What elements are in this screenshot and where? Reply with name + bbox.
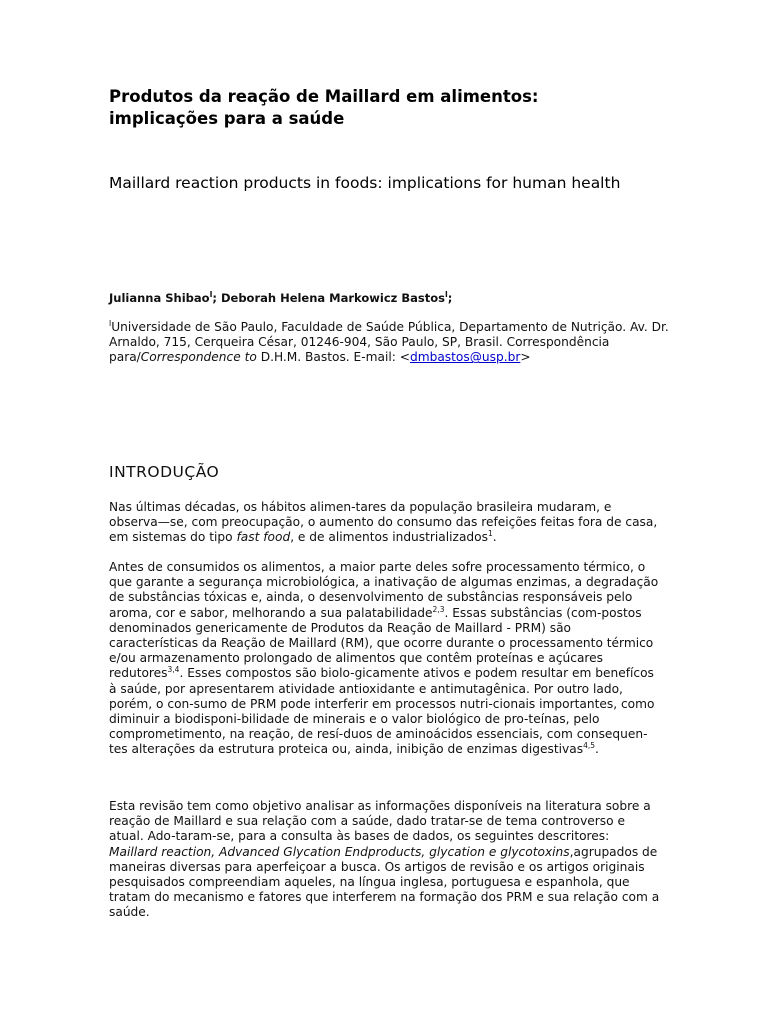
citation-ref: 1 [487,529,493,539]
paragraph-text: . Essas substâncias (com-postos denominados genericamente de Produtos da Reação de Maillard - PRM) são características da Reação de Maillard (RM), que ocorre durante o processamento térmico e/ou armazenamento prolongado de alimentos que contêm proteínas e açúcares redutores [109,605,654,681]
italic-term: Maillard reaction, Advanced Glycation Endproducts, glycation e glycotoxins [109,844,570,859]
paragraph-text: Nas últimas décadas, os hábitos alimen-tares da população brasileira mudaram, e observa—se, com preocupação, o aumento do consumo das refeições feitas fora de casa, em sistemas do tipo [109,500,658,545]
affiliation-text: D.H.M. Bastos. E-mail: < [256,350,410,365]
title-line-1: Produtos da reação de Maillard em alimentos: [109,87,539,106]
affiliation [109,320,669,366]
paragraph-text: . [595,742,599,757]
citation-ref: 3,4 [167,665,180,675]
author-name: Deborah Helena Markowicz Bastos [220,291,445,305]
author-affiliation-mark: I [209,290,213,300]
paragraph-text: Esta revisão tem como objetivo analisar as informações disponíveis na literatura sobre a reação de Maillard e sua relação com a saúde, dado tratar-se de tema controverso e atual. Ado-taram-se, para a consulta às bases de dados, os seguintes descritores: [109,799,651,844]
author-affiliation-mark: I [445,290,448,300]
body-paragraph [109,799,661,921]
article-title-pt [109,86,669,130]
paragraph-text: , e de alimentos industrializados [290,530,488,545]
paragraph-text: . [492,530,497,545]
section-heading: INTRODUÇÃO [109,463,220,481]
citation-ref: 4,5 [583,741,596,751]
affiliation-text: Universidade de São Paulo, Faculdade de Saúde Pública, Departamento de Nutrição. Av. Dr. Arnaldo, 715, Cerqueira César, 01246-904, São Paulo, SP, Brasil. Correspondência para/ [109,320,669,365]
citation-ref: 2,3 [432,604,445,614]
italic-term: fast food [236,530,291,545]
author-list [109,290,669,306]
paragraph-text: ,agrupados de maneiras diversas para aperfeiçoar a busca. Os artigos de revisão e os artigos originais pesquisados compreendiam aqueles, na língua inglesa, portuguesa e espanhola, que tratam do mecanismo e fatores que interferem na formação dos PRM e sua relação com a saúde. [109,844,660,920]
affiliation-mark: I [109,318,112,328]
author-name: Julianna Shibao [109,291,210,305]
article-title-en: Maillard reaction products in foods: implications for human health [109,174,621,192]
body-paragraph [109,500,661,546]
paragraph-text: . Esses compostos são biolo-gicamente ativos e podem resultar em benefícos à saúde, por apresentarem atividade antioxidante e antimutagênica. Por outro lado, porém, o con-sumo de PRM pode interferir em processos nutri-cionais importantes, como diminuir a biodisponi-bilidade de minerais e o valor biológico de pro-teínas, pelo comprometimento, na reação, de resí-duos de aminoácidos essenciais, com consequen-tes alterações da estrutura proteica ou, ainda, inibição de enzimas digestivas [109,666,655,757]
author-list-end: ; [447,291,453,305]
author-separator: ; [212,291,221,305]
title-line-2: implicações para a saúde [109,109,345,128]
paragraph-text: Antes de consumidos os alimentos, a maior parte deles sofre processamento térmico, o que garante a segurança microbiológica, a inativação de algumas enzimas, a degradação de substâncias tóxicas e, ainda, o desenvolvimento de substâncias responsáveis pelo aroma, cor e sabor, melhorando a sua palatabilidade [109,560,659,620]
email-link[interactable]: dmbastos@usp.br [409,350,521,365]
body-paragraph [109,560,661,758]
affiliation-text: > [520,350,531,365]
correspondence-label: Correspondence to [140,350,257,365]
